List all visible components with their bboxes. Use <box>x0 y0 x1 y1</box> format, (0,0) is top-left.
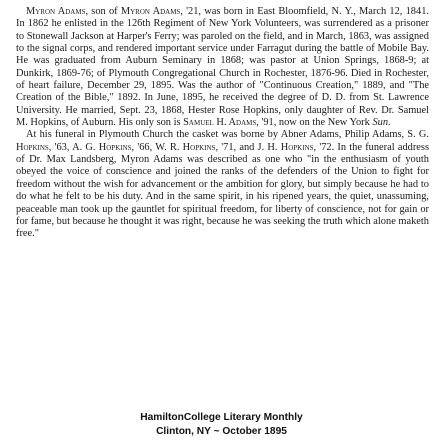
newspaper-name: Sun <box>372 117 389 129</box>
father-name: Myron Adams <box>120 6 181 17</box>
funeral-paragraph: At his funeral in Plymouth Church the casket was borne by Abner Adams, Philip Adams, S. G. Hopkins, '63, A. G. Hopkins, '66, W. R. Hopkins, '71, and J. H. Hopkins, '72. In the funeral address of Dr. Max Landsberg, Myron Adams was described as one who "in the enthusiasm of youth obeyed the voice of conscience and joined the ranks of the defenders of the Union to fight for freedom without the wish for advancement or the ambition for glory, but simply because he had to do what he felt to be his duty. And in the same spirit, in his ripened years, the quiet, unassuming, peaceable man took up the gauntlet for spiritual freedom, for liberty of conscience, not for gain or for fame, but because he thought it was right, because he was seeking the truth which alone maketh free." <box>16 129 429 240</box>
article-body <box>16 6 429 241</box>
pallbearer-name: Hopkins <box>280 141 314 153</box>
publication-place-date: Clinton, NY ~ October 1895 <box>156 426 287 437</box>
publication-title: HamiltonCollege Literary Monthly <box>140 412 303 423</box>
son-name: Samuel H. Adams <box>183 117 257 129</box>
pallbearer-name: Hopkins <box>16 141 49 153</box>
pallbearer-name: Hopkins <box>182 141 216 153</box>
subject-name: Myron Adams <box>26 6 86 17</box>
pallbearer-name: Hopkins <box>98 141 132 153</box>
biography-paragraph: Myron Adams, son of Myron Adams, '21, was born in East Bloomfield, N. Y., March 12, 1841. In 1862 he enlisted in the 126th Regiment of New York Volunteers, was surrendered as a prisoner to Stonewall Jackson at Harper's Ferry; was paroled on the field, and in March, 1863, was assigned to the signal corps, and rendered important service under Farragut during the battle of Mobile Bay. He was graduated from Auburn Seminary in 1868; was pastor at Union Springs, 1868-9; at Dunkirk, 1869-76; of Plymouth Congregational Church in Rochester, 1876-96. Died in Rochester, of heart failure, December 29, 1895. Was the author of "Continuous Creation," 1889, and "The Creation of the Bible," 1892. In June, 1895, he received the degree of D. D. from St. Lawrence University. He married, Sept. 23, 1868, Hester Rose Hopkins, only daughter of Rev. Dr. Samuel M. Hopkins, of Auburn. His only son is Samuel H. Adams, '91, now on the New York Sun. <box>16 6 429 129</box>
